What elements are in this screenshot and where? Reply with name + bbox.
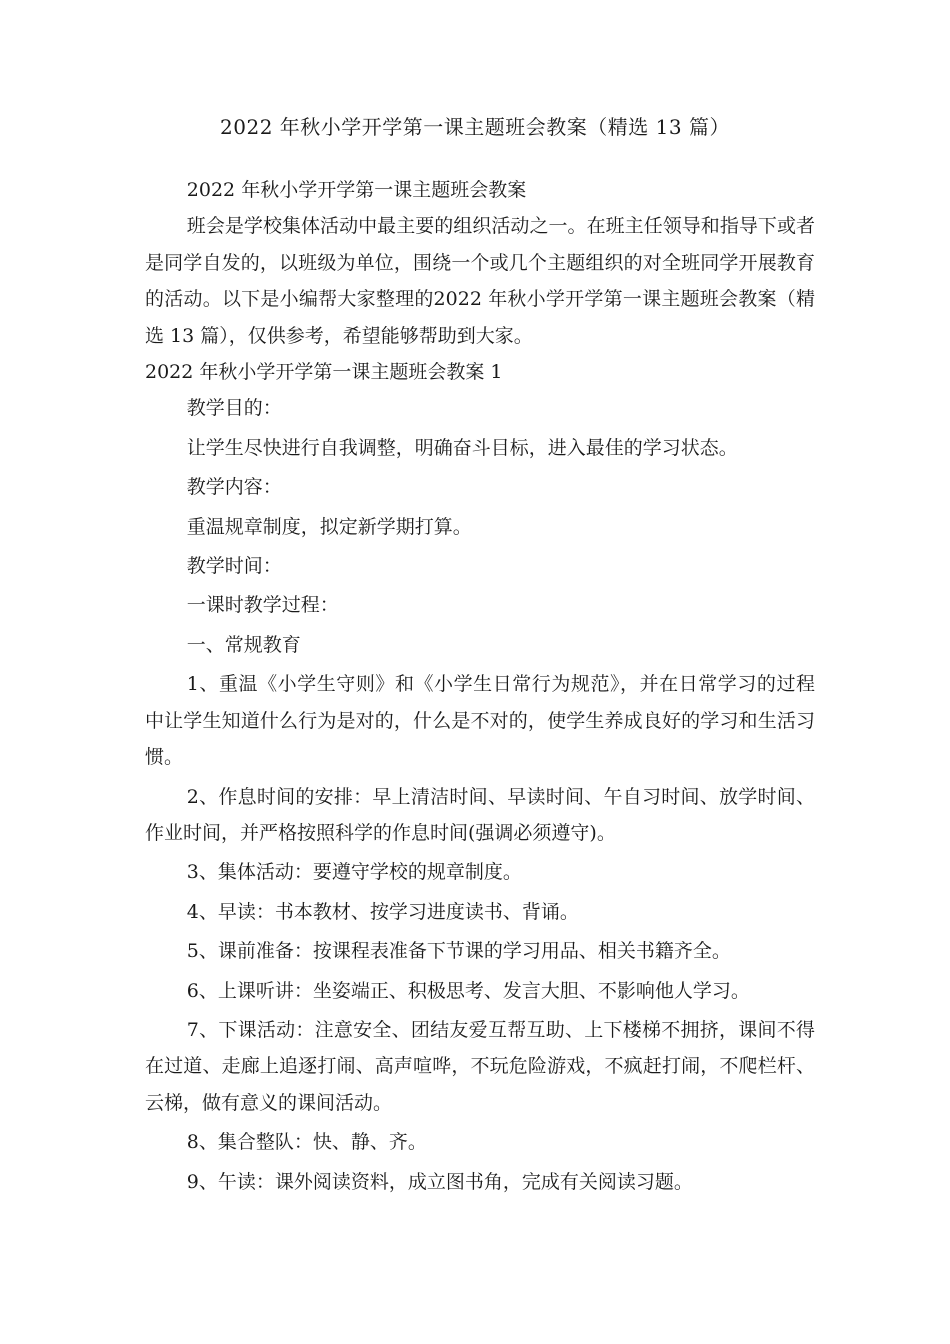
intro-paragraph: 班会是学校集体活动中最主要的组织活动之一。在班主任领导和指导下或者是同学自发的，以班级为单位，围绕一个或几个主题组织的对全班同学开展教育的活动。以下是小编帮大家整理的2022 年秋小学开学第一课主题班会教案（精选 13 篇），仅供参考，希望能够帮助到大家。	[145, 215, 815, 347]
list-item: 2、作息时间的安排：早上清洁时间、早读时间、午自习时间、放学时间、作业时间，并严格按照科学的作息时间(强调必须遵守)。	[145, 785, 815, 844]
time-label: 教学时间：	[186, 555, 282, 578]
section-heading: 2022 年秋小学开学第一课主题班会教案 1	[145, 361, 503, 384]
list-item: 3、集体活动：要遵守学校的规章制度。	[186, 861, 522, 884]
goal-text: 让学生尽快进行自我调整，明确奋斗目标，进入最佳的学习状态。	[186, 436, 738, 459]
process-label: 一课时教学过程：	[186, 594, 339, 617]
document-body	[145, 172, 815, 1200]
document-title: 2022 年秋小学开学第一课主题班会教案（精选 13 篇）	[220, 115, 730, 139]
subtitle: 2022 年秋小学开学第一课主题班会教案	[186, 179, 527, 201]
list-item: 9、午读：课外阅读资料，成立图书角，完成有关阅读习题。	[186, 1170, 693, 1193]
part-one-heading: 一、常规教育	[186, 633, 301, 656]
list-item: 4、早读：书本教材、按学习进度读书、背诵。	[186, 900, 579, 923]
list-item: 8、集合整队：快、静、齐。	[186, 1131, 427, 1154]
content-text: 重温规章制度，拟定新学期打算。	[186, 515, 472, 538]
list-item: 6、上课听讲：坐姿端正、积极思考、发言大胆、不影响他人学习。	[186, 979, 750, 1002]
content-label: 教学内容：	[186, 476, 282, 499]
goal-label: 教学目的：	[186, 397, 282, 420]
list-item: 5、课前准备：按课程表准备下节课的学习用品、相关书籍齐全。	[186, 940, 731, 963]
list-item: 7、下课活动：注意安全、团结友爱互帮互助、上下楼梯不拥挤，课间不得在过道、走廊上追逐打闹、高声喧哗，不玩危险游戏，不疯赶打闹，不爬栏杆、云梯，做有意义的课间活动。	[145, 1018, 815, 1114]
list-item: 1、重温《小学生守则》和《小学生日常行为规范》，并在日常学习的过程中让学生知道什么行为是对的，什么是不对的，使学生养成良好的学习和生活习惯。	[145, 673, 815, 769]
